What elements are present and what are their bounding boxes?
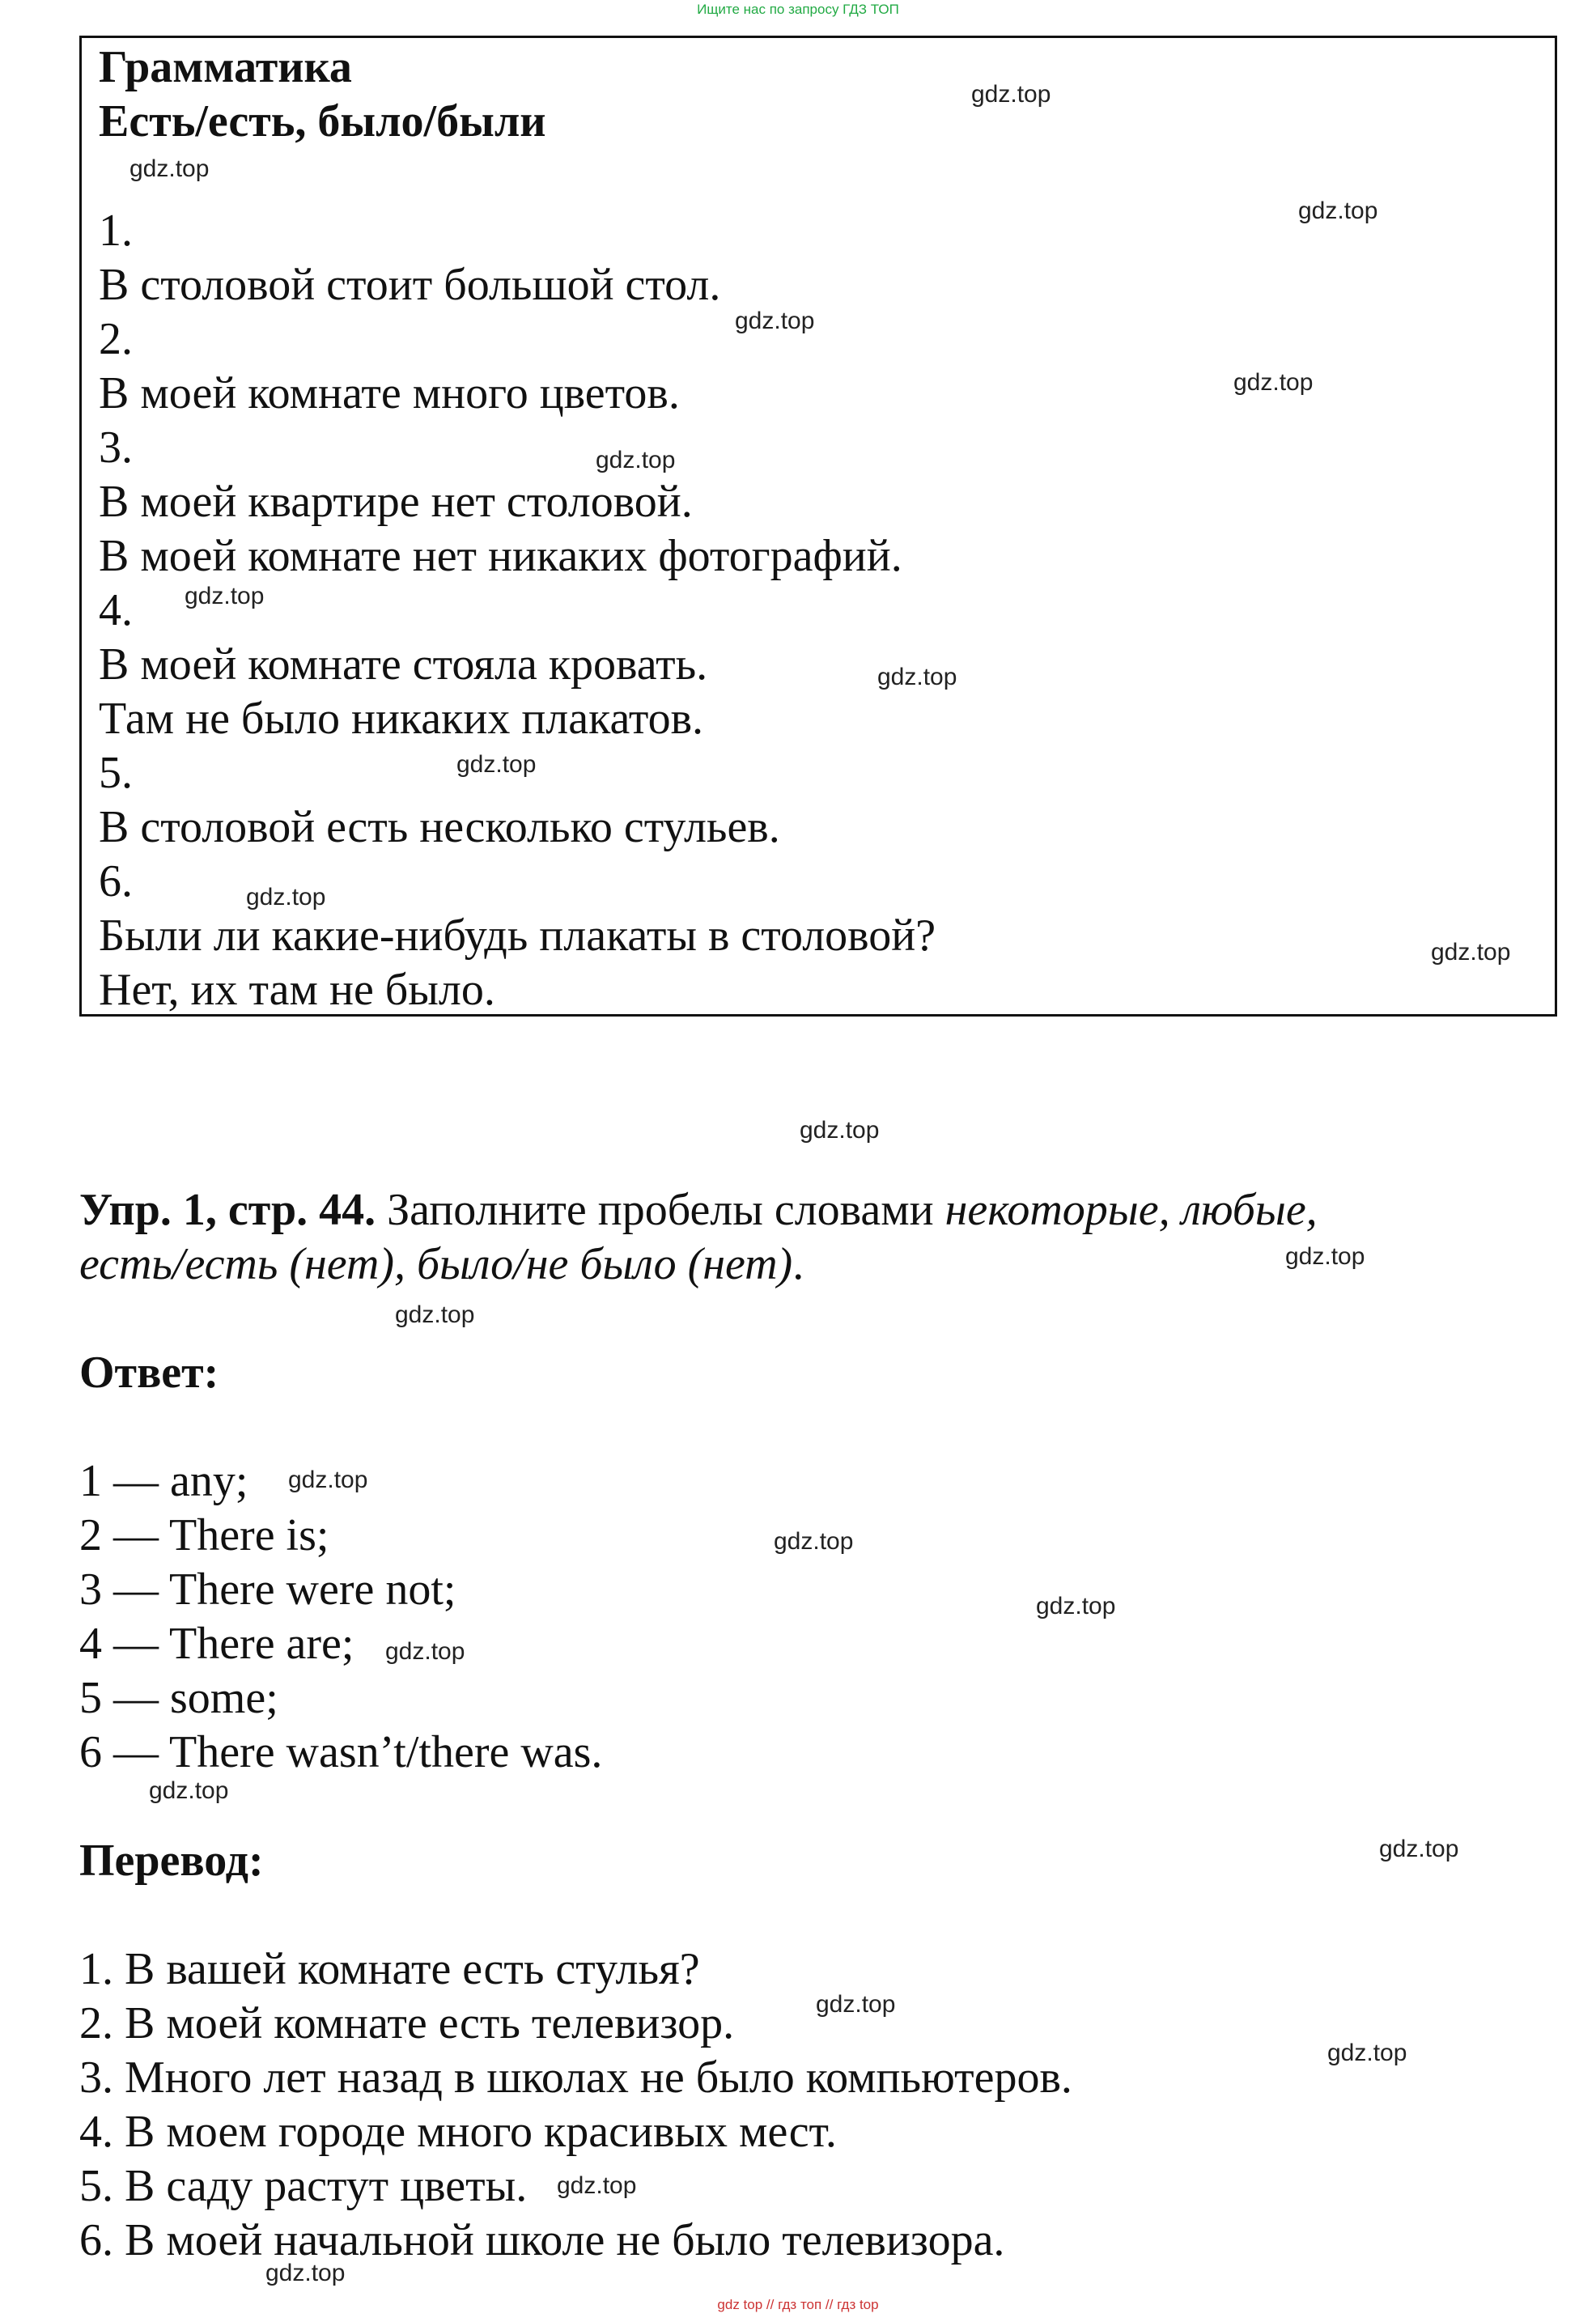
translation-item: 2. В моей комнате есть телевизор. xyxy=(79,1998,735,2048)
answer-item: 5 — some; xyxy=(79,1673,278,1723)
watermark: gdz.top xyxy=(596,447,676,473)
watermark: gdz.top xyxy=(1298,197,1378,224)
watermark: gdz.top xyxy=(1431,939,1511,966)
grammar-line: Были ли какие-нибудь плакаты в столовой? xyxy=(99,911,936,961)
watermark: gdz.top xyxy=(1036,1593,1116,1619)
watermark: gdz.top xyxy=(129,155,210,182)
grammar-line: В столовой стоит большой стол. xyxy=(99,260,721,310)
grammar-subtitle: Есть/есть, было/были xyxy=(99,96,546,146)
watermark: gdz.top xyxy=(774,1528,854,1555)
grammar-line: Там не было никаких плакатов. xyxy=(99,694,704,744)
grammar-line: В столовой есть несколько стульев. xyxy=(99,802,780,852)
watermark: gdz.top xyxy=(395,1301,475,1328)
exercise-italic-words: некоторые, любые, xyxy=(944,1185,1318,1235)
exercise-period: . xyxy=(792,1239,804,1289)
translation-item: 4. В моем городе много красивых мест. xyxy=(79,2107,837,2157)
watermark: gdz.top xyxy=(557,2172,637,2199)
grammar-line: В моей комнате нет никаких фотографий. xyxy=(99,531,902,581)
answer-item: 6 — There wasn’t/there was. xyxy=(79,1727,603,1777)
grammar-line: 1. xyxy=(99,206,133,256)
grammar-line: 4. xyxy=(99,585,133,635)
top-notice: Ищите нас по запросу ГДЗ ТОП xyxy=(697,2,899,17)
translation-item: 3. Много лет назад в школах не было компьютеров. xyxy=(79,2052,1072,2103)
exercise-italic-words-2: есть/есть (нет), было/не было (нет) xyxy=(79,1239,793,1289)
watermark: gdz.top xyxy=(1379,1836,1459,1862)
watermark: gdz.top xyxy=(971,81,1051,108)
answer-heading: Ответ: xyxy=(79,1348,219,1398)
grammar-line: Нет, их там не было. xyxy=(99,965,495,1015)
grammar-line: В моей комнате стояла кровать. xyxy=(99,639,708,690)
watermark: gdz.top xyxy=(816,1991,896,2018)
exercise-line-2 xyxy=(79,1237,804,1291)
exercise-line-1 xyxy=(79,1183,1318,1237)
watermark: gdz.top xyxy=(735,308,815,334)
grammar-line: 5. xyxy=(99,748,133,798)
answer-item: 1 — any; xyxy=(79,1456,248,1506)
grammar-title: Грамматика xyxy=(99,42,352,92)
grammar-line: В моей квартире нет столовой. xyxy=(99,477,693,527)
grammar-line: 2. xyxy=(99,314,133,364)
watermark: gdz.top xyxy=(1327,2040,1407,2066)
exercise-label: Упр. 1, стр. 44. xyxy=(79,1185,376,1235)
watermark: gdz.top xyxy=(385,1638,465,1665)
watermark: gdz.top xyxy=(149,1777,229,1804)
watermark: gdz.top xyxy=(456,751,537,778)
exercise-text: Заполните пробелы словами xyxy=(387,1185,934,1235)
grammar-line: В моей комнате много цветов. xyxy=(99,368,680,418)
watermark: gdz.top xyxy=(246,884,326,911)
answer-item: 2 — There is; xyxy=(79,1510,329,1560)
grammar-line: 6. xyxy=(99,856,133,906)
watermark: gdz.top xyxy=(288,1467,368,1493)
grammar-line: 3. xyxy=(99,422,133,473)
watermark: gdz.top xyxy=(1233,369,1314,396)
watermark: gdz.top xyxy=(265,2260,346,2286)
watermark: gdz.top xyxy=(185,583,265,609)
translation-item: 1. В вашей комнате есть стулья? xyxy=(79,1944,700,1994)
translation-item: 5. В саду растут цветы. xyxy=(79,2161,528,2211)
watermark: gdz.top xyxy=(800,1117,880,1144)
watermark: gdz.top xyxy=(877,664,957,690)
answer-item: 3 — There were not; xyxy=(79,1564,456,1615)
bottom-notice: gdz top // гдз топ // гдз top xyxy=(717,2297,879,2312)
translation-heading: Перевод: xyxy=(79,1836,264,1886)
answer-item: 4 — There are; xyxy=(79,1619,354,1669)
translation-item: 6. В моей начальной школе не было телевизора. xyxy=(79,2215,1005,2265)
watermark: gdz.top xyxy=(1285,1243,1365,1270)
